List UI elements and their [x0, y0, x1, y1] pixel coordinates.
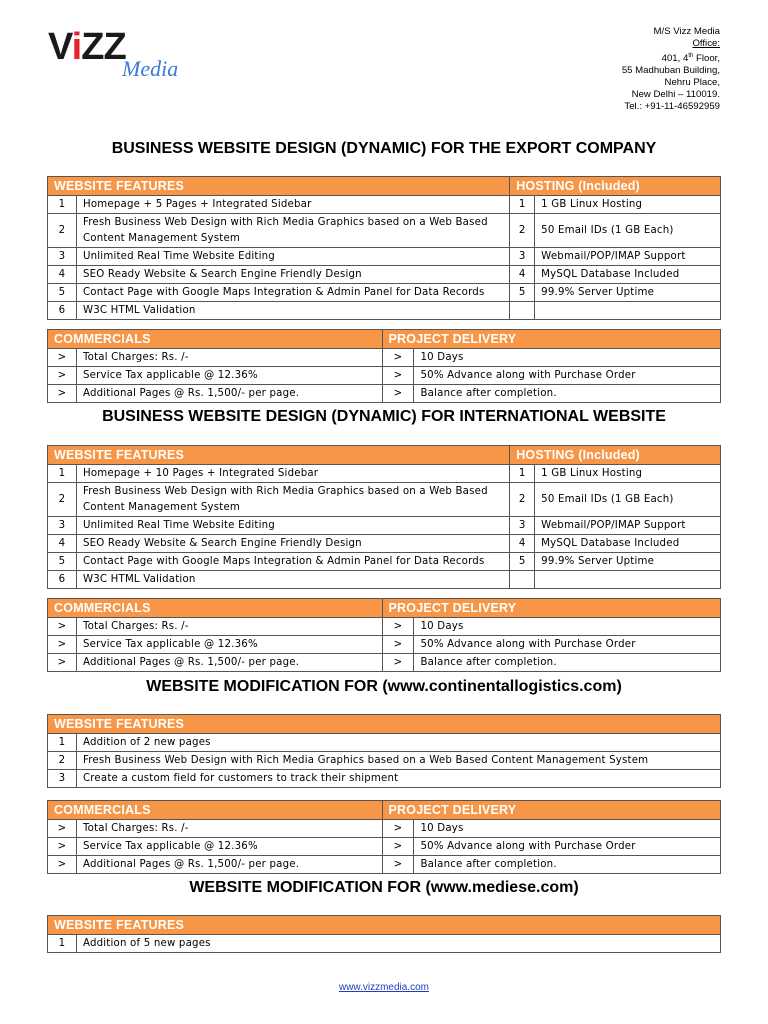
bullet-marker: >	[382, 820, 414, 838]
delivery-cell: 10 Days	[414, 349, 721, 367]
bullet-marker: >	[48, 838, 77, 856]
hosting-cell: 99.9% Server Uptime	[535, 284, 721, 302]
section-title: BUSINESS WEBSITE DESIGN (DYNAMIC) FOR THE EXPORT COMPANY	[111, 140, 657, 157]
hosting-cell: 1 GB Linux Hosting	[535, 196, 721, 214]
table-header-row	[48, 801, 721, 820]
row-number: 3	[48, 248, 77, 266]
table-row	[48, 465, 721, 483]
commercials-delivery-table	[47, 800, 721, 874]
table-row	[48, 820, 721, 838]
section-title: WEBSITE MODIFICATION FOR (www.mediese.com)	[189, 879, 579, 896]
bullet-marker: >	[48, 636, 77, 654]
feature-cell: SEO Ready Website & Search Engine Friendly Design	[76, 266, 509, 284]
address-line-3: Nehru Place,	[664, 77, 720, 89]
delivery-cell: Balance after completion.	[414, 856, 721, 874]
bullet-marker: >	[48, 385, 77, 403]
row-number	[510, 302, 535, 320]
commercials-header: COMMERCIALS	[48, 801, 383, 820]
row-number: 1	[48, 935, 77, 953]
table-row	[48, 284, 721, 302]
bullet-marker: >	[48, 820, 77, 838]
row-number: 4	[48, 535, 77, 553]
feature-cell: Unlimited Real Time Website Editing	[76, 248, 509, 266]
table-row	[48, 248, 721, 266]
row-number: 6	[48, 571, 77, 589]
row-number: 2	[510, 214, 535, 248]
features-table	[47, 714, 721, 788]
table-row	[48, 654, 721, 672]
feature-cell: W3C HTML Validation	[76, 571, 509, 589]
table-row	[48, 734, 721, 752]
bullet-marker: >	[48, 349, 77, 367]
section-title: WEBSITE MODIFICATION FOR (www.continentallogistics.com)	[146, 678, 622, 695]
delivery-cell: 50% Advance along with Purchase Order	[414, 367, 721, 385]
row-number: 3	[510, 517, 535, 535]
feature-cell: Fresh Business Web Design with Rich Media Graphics based on a Web Based Content Management System	[76, 752, 720, 770]
bullet-marker: >	[48, 856, 77, 874]
feature-cell: Contact Page with Google Maps Integration & Admin Panel for Data Records	[76, 553, 509, 571]
row-number: 6	[48, 302, 77, 320]
row-number: 1	[510, 465, 535, 483]
table-header-row	[48, 446, 721, 465]
table-row	[48, 752, 721, 770]
row-number: 1	[48, 465, 77, 483]
row-number: 3	[510, 248, 535, 266]
delivery-cell: 50% Advance along with Purchase Order	[414, 838, 721, 856]
address-phone: Tel.: +91-11-46592959	[624, 101, 720, 113]
feature-cell: Create a custom field for customers to track their shipment	[76, 770, 720, 788]
table-header-row	[48, 177, 721, 196]
hosting-cell: MySQL Database Included	[535, 266, 721, 284]
delivery-cell: Balance after completion.	[414, 654, 721, 672]
commercial-cell: Total Charges: Rs. /-	[76, 820, 382, 838]
delivery-header: PROJECT DELIVERY	[382, 330, 720, 349]
feature-cell: Unlimited Real Time Website Editing	[76, 517, 509, 535]
row-number: 2	[48, 752, 77, 770]
commercial-cell: Additional Pages @ Rs. 1,500/- per page.	[76, 856, 382, 874]
address-line-4: New Delhi – 110019.	[631, 89, 720, 101]
table-row	[48, 517, 721, 535]
hosting-cell: 50 Email IDs (1 GB Each)	[535, 214, 721, 248]
table-row	[48, 770, 721, 788]
address-line-2: 55 Madhuban Building,	[621, 65, 720, 77]
table-header-row	[48, 599, 721, 618]
row-number: 3	[48, 770, 77, 788]
hosting-cell	[535, 302, 721, 320]
row-number: 1	[48, 734, 77, 752]
features-hosting-table	[47, 445, 721, 589]
commercial-cell: Service Tax applicable @ 12.36%	[76, 636, 382, 654]
delivery-cell: 10 Days	[414, 820, 721, 838]
section-title: BUSINESS WEBSITE DESIGN (DYNAMIC) FOR INTERNATIONAL WEBSITE	[102, 408, 666, 425]
feature-cell: Homepage + 10 Pages + Integrated Sidebar	[76, 465, 509, 483]
row-number: 5	[48, 553, 77, 571]
features-header: WEBSITE FEATURES	[48, 715, 721, 734]
row-number: 1	[48, 196, 77, 214]
footer	[0, 982, 768, 993]
commercial-cell: Service Tax applicable @ 12.36%	[76, 838, 382, 856]
feature-cell: Addition of 5 new pages	[76, 935, 720, 953]
bullet-marker: >	[382, 654, 414, 672]
office-address	[622, 26, 720, 113]
row-number: 1	[510, 196, 535, 214]
bullet-marker: >	[382, 618, 414, 636]
commercial-cell: Service Tax applicable @ 12.36%	[76, 367, 382, 385]
row-number	[510, 571, 535, 589]
table-row	[48, 935, 721, 953]
table-row	[48, 367, 721, 385]
hosting-cell: MySQL Database Included	[535, 535, 721, 553]
bullet-marker: >	[382, 636, 414, 654]
website-link[interactable]: www.vizzmedia.com	[338, 982, 430, 993]
feature-cell: Addition of 2 new pages	[76, 734, 720, 752]
delivery-header: PROJECT DELIVERY	[382, 599, 720, 618]
table-row	[48, 196, 721, 214]
feature-cell: Fresh Business Web Design with Rich Media Graphics based on a Web Based Content Management System	[76, 214, 509, 248]
feature-cell: Homepage + 5 Pages + Integrated Sidebar	[76, 196, 509, 214]
table-row	[48, 636, 721, 654]
bullet-marker: >	[48, 367, 77, 385]
commercials-header: COMMERCIALS	[48, 599, 383, 618]
row-number: 2	[48, 483, 77, 517]
table-row	[48, 483, 721, 517]
table-header-row	[48, 715, 721, 734]
features-hosting-table	[47, 176, 721, 320]
hosting-cell: 50 Email IDs (1 GB Each)	[535, 483, 721, 517]
row-number: 4	[510, 535, 535, 553]
table-row	[48, 838, 721, 856]
table-row	[48, 349, 721, 367]
table-row	[48, 535, 721, 553]
logo-media: Media	[122, 56, 179, 81]
delivery-cell: 50% Advance along with Purchase Order	[414, 636, 721, 654]
bullet-marker: >	[382, 385, 414, 403]
hosting-header: HOSTING (Included)	[510, 177, 721, 196]
bullet-marker: >	[48, 654, 77, 672]
commercials-delivery-table	[47, 329, 721, 403]
company-name: M/S Vizz Media	[653, 26, 720, 37]
hosting-cell: Webmail/POP/IMAP Support	[535, 517, 721, 535]
row-number: 2	[510, 483, 535, 517]
delivery-cell: Balance after completion.	[414, 385, 721, 403]
features-table	[47, 915, 721, 953]
hosting-cell: 1 GB Linux Hosting	[535, 465, 721, 483]
table-row	[48, 553, 721, 571]
features-header: WEBSITE FEATURES	[48, 446, 510, 465]
bullet-marker: >	[382, 349, 414, 367]
table-row	[48, 618, 721, 636]
feature-cell: Fresh Business Web Design with Rich Media Graphics based on a Web Based Content Management System	[76, 483, 509, 517]
table-header-row	[48, 916, 721, 935]
commercial-cell: Additional Pages @ Rs. 1,500/- per page.	[76, 385, 382, 403]
table-row	[48, 302, 721, 320]
delivery-header: PROJECT DELIVERY	[382, 801, 720, 820]
hosting-cell: Webmail/POP/IMAP Support	[535, 248, 721, 266]
table-row	[48, 266, 721, 284]
bullet-marker: >	[382, 838, 414, 856]
row-number: 3	[48, 517, 77, 535]
row-number: 4	[510, 266, 535, 284]
row-number: 5	[510, 284, 535, 302]
feature-cell: SEO Ready Website & Search Engine Friendly Design	[76, 535, 509, 553]
features-header: WEBSITE FEATURES	[48, 916, 721, 935]
logo-vizz: ViZZ	[48, 26, 126, 68]
hosting-header: HOSTING (Included)	[510, 446, 721, 465]
table-row	[48, 214, 721, 248]
table-row	[48, 856, 721, 874]
row-number: 2	[48, 214, 77, 248]
feature-cell: Contact Page with Google Maps Integration & Admin Panel for Data Records	[76, 284, 509, 302]
feature-cell: W3C HTML Validation	[76, 302, 509, 320]
table-row	[48, 385, 721, 403]
bullet-marker: >	[382, 856, 414, 874]
bullet-marker: >	[382, 367, 414, 385]
hosting-cell: 99.9% Server Uptime	[535, 553, 721, 571]
commercial-cell: Total Charges: Rs. /-	[76, 618, 382, 636]
address-line-1: 401, 4th Floor,	[661, 53, 720, 65]
row-number: 4	[48, 266, 77, 284]
delivery-cell: 10 Days	[414, 618, 721, 636]
hosting-cell	[535, 571, 721, 589]
features-header: WEBSITE FEATURES	[48, 177, 510, 196]
company-logo	[48, 28, 188, 84]
row-number: 5	[510, 553, 535, 571]
commercials-delivery-table	[47, 598, 721, 672]
commercial-cell: Additional Pages @ Rs. 1,500/- per page.	[76, 654, 382, 672]
row-number: 5	[48, 284, 77, 302]
commercial-cell: Total Charges: Rs. /-	[76, 349, 382, 367]
table-row	[48, 571, 721, 589]
bullet-marker: >	[48, 618, 77, 636]
table-header-row	[48, 330, 721, 349]
commercials-header: COMMERCIALS	[48, 330, 383, 349]
office-label: Office:	[692, 38, 720, 49]
